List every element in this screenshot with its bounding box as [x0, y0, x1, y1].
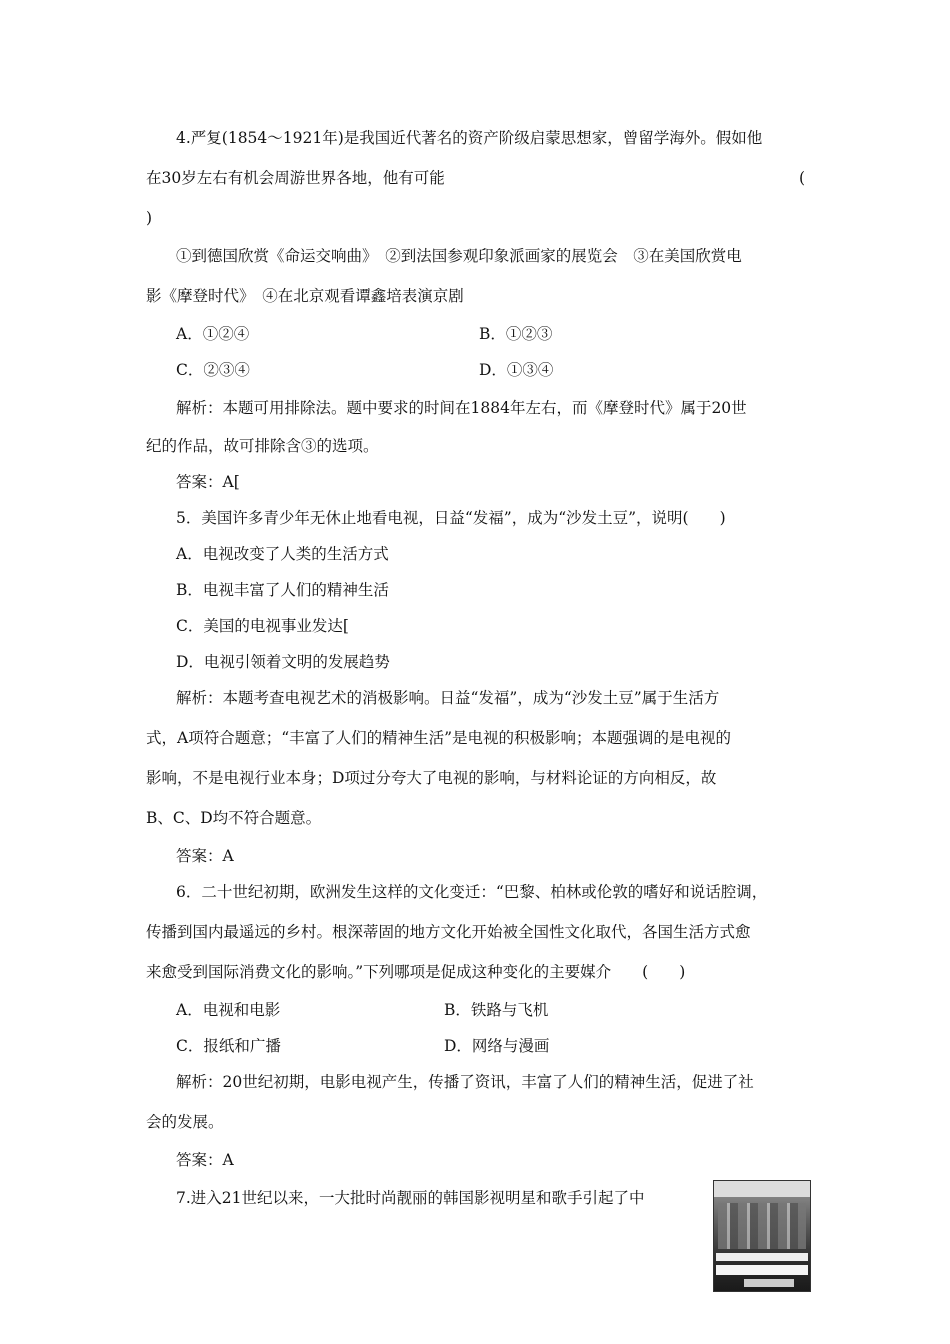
q6-option-d: D．网络与漫画 [444, 1037, 550, 1055]
q6-option-b: B．铁路与飞机 [444, 1001, 549, 1019]
q6-stem-line3: 来愈受到国际消费文化的影响。”下列哪项是促成这种变化的主要媒介 ( ) [146, 963, 686, 981]
q6-option-c: C．报纸和广播 [176, 1037, 281, 1055]
q6-stem-line2: 传播到国内最遥远的乡村。根深蒂固的地方文化开始被全国性文化取代，各国生活方式愈 [146, 923, 751, 941]
q6-analysis-line1: 解析：20世纪初期，电影电视产生，传播了资讯，丰富了人们的精神生活，促进了社 [176, 1073, 754, 1091]
q4-stem-line1: 4.严复(1854～1921年)是我国近代著名的资产阶级启蒙思想家，曾留学海外。假如他 [176, 129, 763, 147]
q4-paren-open: ( [799, 169, 806, 187]
q4-option-b: B．①②③ [479, 325, 553, 343]
q6-analysis-line2: 会的发展。 [146, 1113, 224, 1131]
q5-option-b: B．电视丰富了人们的精神生活 [176, 581, 389, 599]
q5-analysis-line3: 影响，不是电视行业本身；D项过分夸大了电视的影响，与材料论证的方向相反，故 [146, 769, 717, 787]
q5-option-a: A．电视改变了人类的生活方式 [176, 545, 389, 563]
q4-paren-close: ) [146, 209, 153, 227]
q5-option-d: D．电视引领着文明的发展趋势 [176, 653, 390, 671]
magazine-cover-image [713, 1180, 811, 1292]
q6-answer: 答案：A [176, 1151, 234, 1169]
q4-stem-line2: 在30岁左右有机会周游世界各地，他有可能 [146, 169, 445, 187]
q4-analysis-line1: 解析：本题可用排除法。题中要求的时间在1884年左右，而《摩登时代》属于20世 [176, 399, 747, 417]
q5-answer: 答案：A [176, 847, 234, 865]
q4-option-a: A．①②④ [176, 325, 250, 343]
q5-analysis-line2: 式，A项符合题意；“丰富了人们的精神生活”是电视的积极影响；本题强调的是电视的 [146, 729, 732, 747]
q4-option-c: C．②③④ [176, 361, 250, 379]
q4-option-d: D．①③④ [479, 361, 554, 379]
q5-stem: 5．美国许多青少年无休止地看电视，日益“发福”，成为“沙发土豆”，说明( ) [176, 509, 726, 527]
q6-option-a: A．电视和电影 [176, 1001, 281, 1019]
q4-items-line1: ①到德国欣赏《命运交响曲》 ②到法国参观印象派画家的展览会 ③在美国欣赏电 [176, 247, 742, 265]
q5-option-c: C．美国的电视事业发达[ [176, 617, 349, 635]
q7-stem-line1: 7.进入21世纪以来，一大批时尚靓丽的韩国影视明星和歌手引起了中 [176, 1189, 645, 1207]
q6-stem-line1: 6．二十世纪初期，欧洲发生这样的文化变迁：“巴黎、柏林或伦敦的嗜好和说话腔调， [176, 883, 768, 901]
q5-analysis-line1: 解析：本题考查电视艺术的消极影响。日益“发福”，成为“沙发土豆”属于生活方 [176, 689, 720, 707]
q4-answer: 答案：A[ [176, 473, 240, 491]
q4-analysis-line2: 纪的作品，故可排除含③的选项。 [146, 437, 379, 455]
q4-items-line2: 影《摩登时代》 ④在北京观看谭鑫培表演京剧 [146, 287, 464, 305]
q5-analysis-line4: B、C、D均不符合题意。 [146, 809, 322, 827]
